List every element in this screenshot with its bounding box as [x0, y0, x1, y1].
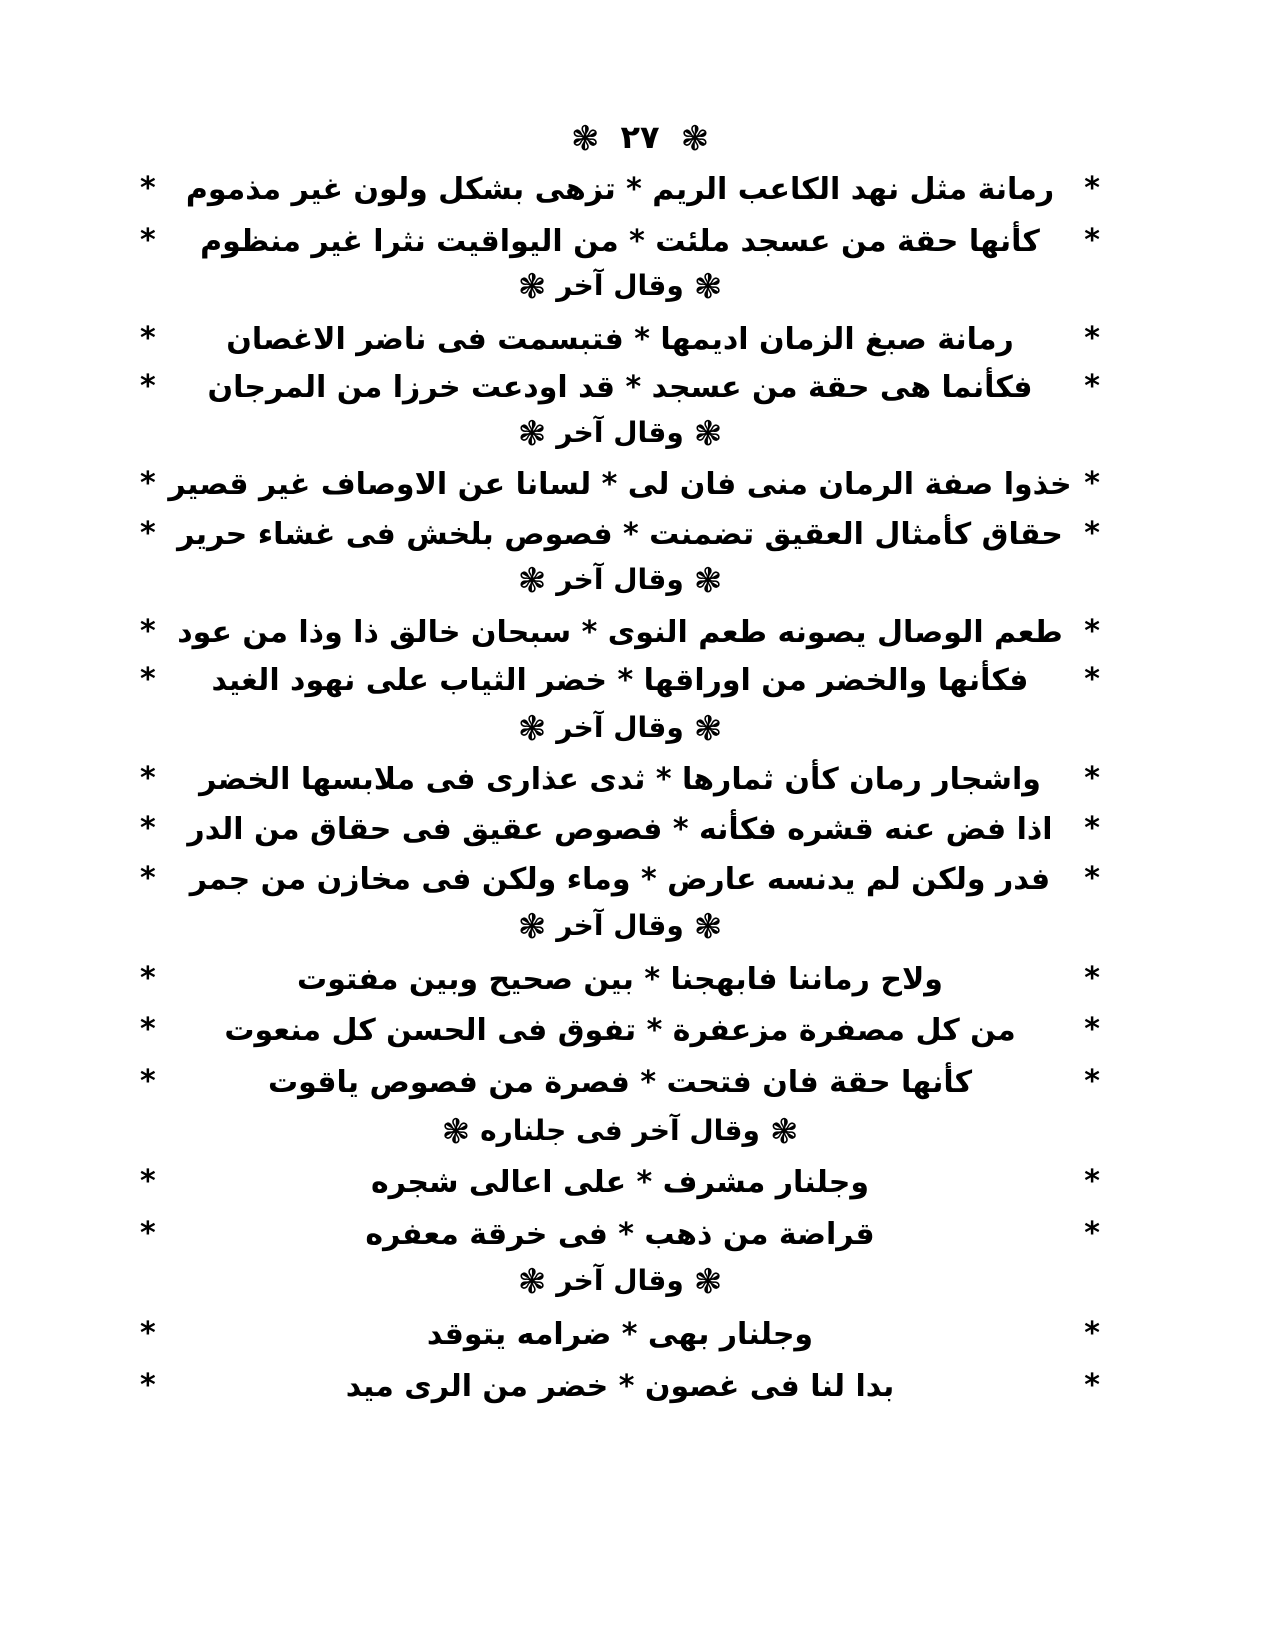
- ornament-icon: ❃: [693, 1262, 723, 1302]
- verse-line: [140, 460, 1100, 508]
- verse-text: حقاق كأمثال العقيق تضمنت * فصوص بلخش فى غشاء حرير: [177, 516, 1063, 552]
- star-icon: *: [1084, 171, 1100, 206]
- ornament-icon: ❃: [693, 907, 723, 947]
- verse-text: رمانة مثل نهد الكاعب الريم * تزهى بشكل ولون غير مذموم: [185, 171, 1055, 207]
- verse-line: [140, 608, 1100, 656]
- verse-text: فدر ولكن لم يدنسه عارض * وماء ولكن فى مخازن من جمر: [189, 861, 1051, 897]
- verse-text: طعم الوصال يصونه طعم النوى * سبحان خالق ذا وذا من عود: [177, 614, 1063, 650]
- verse-text: من كل مصفرة مزعفرة * تفوق فى الحسن كل منعوت: [224, 1012, 1016, 1048]
- ornament-icon: ❃: [680, 119, 710, 159]
- verse-line: [140, 363, 1100, 411]
- verse-text: فكأنما هى حقة من عسجد * قد اودعت خرزا من المرجان: [207, 369, 1033, 405]
- heading-text: وقال آخر: [556, 1264, 684, 1297]
- verse-text: رمانة صبغ الزمان اديمها * فتبسمت فى ناضر الاغصان: [226, 321, 1014, 357]
- star-icon: *: [140, 1012, 156, 1047]
- star-icon: *: [1084, 961, 1100, 996]
- star-icon: *: [1084, 1216, 1100, 1251]
- ornament-icon: ❃: [769, 1112, 799, 1152]
- ornament-icon: ❃: [517, 267, 547, 307]
- star-icon: *: [140, 516, 156, 551]
- verse-line: [140, 1210, 1100, 1258]
- verse-line: [140, 510, 1100, 558]
- star-icon: *: [1084, 662, 1100, 697]
- star-icon: *: [140, 1216, 156, 1251]
- heading-text: وقال آخر: [556, 711, 684, 744]
- star-icon: *: [1084, 223, 1100, 258]
- verse-line: [140, 165, 1100, 213]
- section-heading: [140, 705, 1100, 751]
- star-icon: *: [1084, 1316, 1100, 1351]
- verse-line: [140, 1362, 1100, 1410]
- star-icon: *: [140, 861, 156, 896]
- verse-line: [140, 755, 1100, 803]
- star-icon: *: [140, 761, 156, 796]
- verse-line: [140, 1310, 1100, 1358]
- star-icon: *: [140, 223, 156, 258]
- verse-line: [140, 955, 1100, 1003]
- page-number-text: ٢٧: [620, 118, 660, 156]
- verse-line: [140, 217, 1100, 265]
- ornament-icon: ❃: [693, 267, 723, 307]
- star-icon: *: [140, 662, 156, 697]
- star-icon: *: [140, 369, 156, 404]
- star-icon: *: [1084, 1012, 1100, 1047]
- ornament-icon: ❃: [517, 561, 547, 601]
- heading-text: وقال آخر: [556, 909, 684, 942]
- section-heading: [140, 1258, 1100, 1304]
- star-icon: *: [1084, 321, 1100, 356]
- ornament-icon: ❃: [693, 561, 723, 601]
- section-heading: [140, 263, 1100, 309]
- star-icon: *: [1084, 466, 1100, 501]
- star-icon: *: [140, 811, 156, 846]
- verse-line: [140, 315, 1100, 363]
- ornament-icon: ❃: [693, 709, 723, 749]
- verse-line: [140, 1158, 1100, 1206]
- star-icon: *: [1084, 761, 1100, 796]
- star-icon: *: [1084, 614, 1100, 649]
- star-icon: *: [140, 614, 156, 649]
- verse-text: اذا فض عنه قشره فكأنه * فصوص عقيق فى حقاق من الدر: [187, 811, 1053, 847]
- verse-line: [140, 1006, 1100, 1054]
- star-icon: *: [140, 466, 156, 501]
- star-icon: *: [140, 1164, 156, 1199]
- ornament-icon: ❃: [693, 414, 723, 454]
- star-icon: *: [1084, 516, 1100, 551]
- star-icon: *: [1084, 861, 1100, 896]
- star-icon: *: [140, 1316, 156, 1351]
- section-heading: [140, 903, 1100, 949]
- verse-text: ولاح رماننا فابهجنا * بين صحيح وبين مفتوت: [297, 961, 943, 997]
- verse-line: [140, 656, 1100, 704]
- ornament-icon: ❃: [517, 1262, 547, 1302]
- ornament-icon: ❃: [570, 119, 600, 159]
- verse-text: خذوا صفة الرمان منى فان لى * لسانا عن الاوصاف غير قصير: [168, 466, 1072, 502]
- star-icon: *: [140, 171, 156, 206]
- star-icon: *: [1084, 1164, 1100, 1199]
- verse-text: كأنها حقة من عسجد ملئت * من اليواقيت نثرا غير منظوم: [200, 223, 1040, 259]
- star-icon: *: [1084, 811, 1100, 846]
- star-icon: *: [1084, 1064, 1100, 1099]
- page-number: [440, 112, 840, 162]
- verse-text: واشجار رمان كأن ثمارها * ثدى عذارى فى ملابسها الخضر: [199, 761, 1041, 797]
- heading-text: وقال آخر: [556, 416, 684, 449]
- verse-text: فكأنها والخضر من اوراقها * خضر الثياب على نهود الغيد: [211, 662, 1029, 698]
- star-icon: *: [140, 321, 156, 356]
- verse-line: [140, 805, 1100, 853]
- heading-text: وقال آخر: [556, 269, 684, 302]
- star-icon: *: [1084, 1368, 1100, 1403]
- heading-text: وقال آخر فى جلناره: [480, 1114, 760, 1147]
- section-heading: [140, 410, 1100, 456]
- star-icon: *: [140, 1064, 156, 1099]
- verse-text: كأنها حقة فان فتحت * فصرة من فصوص ياقوت: [267, 1064, 973, 1100]
- verse-text: بدا لنا فى غصون * خضر من الرى ميد: [345, 1368, 895, 1404]
- verse-line: [140, 855, 1100, 903]
- ornament-icon: ❃: [517, 907, 547, 947]
- verse-text: وجلنار مشرف * على اعالى شجره: [370, 1164, 870, 1200]
- section-heading: [140, 1108, 1100, 1154]
- verse-text: قراضة من ذهب * فى خرقة معفره: [365, 1216, 875, 1252]
- ornament-icon: ❃: [441, 1112, 471, 1152]
- verse-line: [140, 1058, 1100, 1106]
- star-icon: *: [140, 1368, 156, 1403]
- ornament-icon: ❃: [517, 414, 547, 454]
- section-heading: [140, 557, 1100, 603]
- star-icon: *: [140, 961, 156, 996]
- ornament-icon: ❃: [517, 709, 547, 749]
- heading-text: وقال آخر: [556, 563, 684, 596]
- verse-text: وجلنار بهى * ضرامه يتوقد: [426, 1316, 814, 1352]
- star-icon: *: [1084, 369, 1100, 404]
